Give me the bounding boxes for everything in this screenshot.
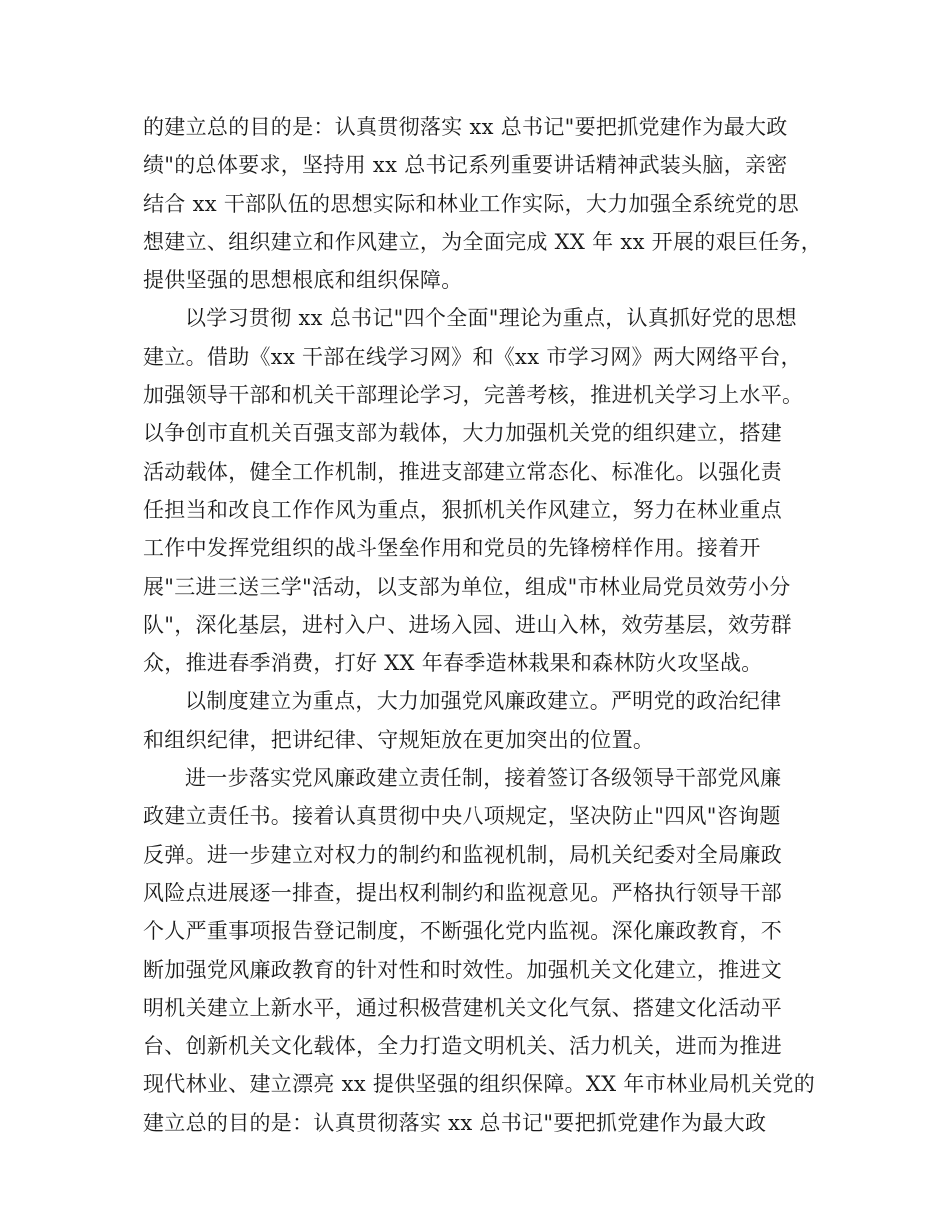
text-line: 的建立总的目的是：认真贯彻落实 xx 总书记"要把抓党建作为最大政 [143,115,788,139]
text-line: 建立。借助《xx 干部在线学习网》和《xx 市学习网》两大网络平台， [143,344,802,369]
text-line: 任担当和改良工作作风为重点，狠抓机关作风建立，努力在林业重点 [143,497,782,522]
text-line: 明机关建立上新水平，通过积极营建机关文化气氛、搭建文化活动平 [143,995,782,1020]
text-line: 反弹。进一步建立对权力的制约和监视机制，局机关纪委对全局廉政 [143,842,782,867]
text-line: 台、创新机关文化载体，全力打造文明机关、活力机关，进而为推进 [143,1034,782,1059]
text-line: 众，推进春季消费，打好 XX 年春季造林栽果和森林防火攻坚战。 [143,651,763,676]
document-body [143,108,823,1142]
text-line: 进一步落实党风廉政建立责任制，接着签订各级领导干部党风廉 [185,766,782,791]
paragraph-3 [143,682,808,759]
text-line: 活动载体，健全工作机制，推进支部建立常态化、标准化。以强化责 [143,459,782,484]
text-line: 建立总的目的是：认真贯彻落实 xx 总书记"要把抓党建作为最大政 [143,1110,767,1135]
text-line: 现代林业、建立漂亮 xx 提供坚强的组织保障。XX 年市林业局机关党的 [143,1072,816,1097]
paragraph-1 [143,108,823,299]
text-line: 展"三进三送三学"活动，以支部为单位，组成"市林业局党员效劳小分 [143,574,791,599]
text-line: 政建立责任书。接着认真贯彻中央八项规定，坚决防止"四风"咨询题 [143,804,781,829]
text-line: 队"，深化基层，进村入户、进场入园、进山入林，效劳基层，效劳群 [143,612,792,637]
text-line: 和组织纪律，把讲纪律、守规矩放在更加突出的位置。 [143,727,655,752]
paragraph-2 [143,299,808,682]
text-line: 工作中发挥党组织的战斗堡垒作用和党员的先锋榜样作用。接着开 [143,536,761,561]
text-line: 提供坚强的思想根底和组织保障。 [143,268,463,293]
text-line: 断加强党风廉政教育的针对性和时效性。加强机关文化建立，推进文 [143,957,782,982]
text-line: 以学习贯彻 xx 总书记"四个全面"理论为重点，认真抓好党的思想 [185,306,797,331]
text-line: 个人严重事项报告登记制度，不断强化党内监视。深化廉政教育，不 [143,919,782,944]
text-line: 加强领导干部和机关干部理论学习，完善考核，推进机关学习上水平。 [143,383,804,408]
text-line: 绩"的总体要求，坚持用 xx 总书记系列重要讲话精神武装头脑，亲密 [143,153,788,178]
text-line: 以制度建立为重点，大力加强党风廉政建立。严明党的政治纪律 [185,689,782,714]
text-line: 以争创市直机关百强支部为载体，大力加强机关党的组织建立，搭建 [143,421,782,446]
text-line: 想建立、组织建立和作风建立，为全面完成 XX 年 xx 开展的艰巨任务， [143,229,823,254]
text-line: 结合 xx 干部队伍的思想实际和林业工作实际，大力加强全系统党的思 [143,191,799,216]
paragraph-4 [143,759,816,1142]
text-line: 风险点进展逐一排查，提出权利制约和监视意见。严格执行领导干部 [143,880,782,905]
